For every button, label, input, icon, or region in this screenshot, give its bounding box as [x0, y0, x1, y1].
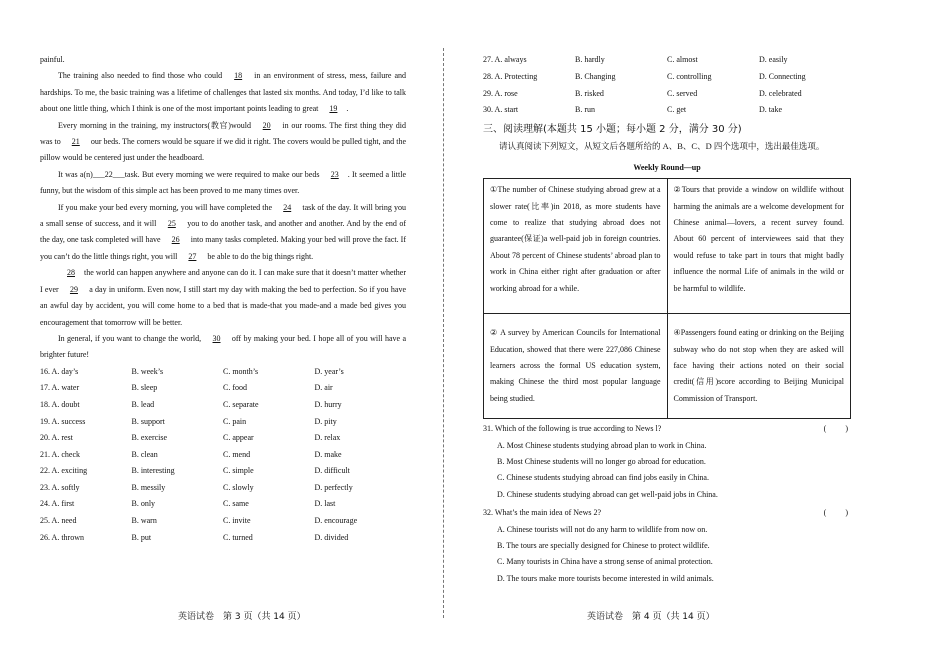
- left-page: [40, 52, 406, 546]
- option-choice: 17. A. water: [40, 383, 80, 393]
- option-choice: B. clean: [131, 449, 158, 459]
- news-cell-4: [667, 314, 851, 419]
- news-1-text: ①The number of Chinese studying abroad grew at a slower rate(比率)in 2018, as more students have come to realize that studying abroad does not guarantee(保证)a well-paid job in foreign countries. About 78 percent of Chinese students’ abroad plan to work in China either right after graduation or after working abroad for a while.: [490, 185, 661, 293]
- option-choice: D. celebrated: [759, 88, 802, 98]
- answer-option: D. Chinese students studying abroad can get well-paid jobs in China.: [497, 489, 718, 499]
- option-choice: C. separate: [223, 399, 259, 409]
- passage-paragraph: [40, 68, 406, 117]
- option-choice: B. exercise: [131, 433, 168, 443]
- passage-paragraph: [40, 52, 406, 68]
- option-choice: 28. A. Protecting: [483, 71, 538, 81]
- cloze-options: [40, 364, 406, 547]
- option-choice: 20. A. rest: [40, 433, 73, 443]
- option-row: [483, 69, 851, 86]
- passage-text: in an environment of stress, mess, failure and hardships. To me, the basic training was a lifetime of challenges that lasted six months. And today, I’d like to talk about one little thing, which I think is one of the most important points leading to great: [40, 71, 407, 114]
- option-choice: B. sleep: [131, 383, 158, 393]
- passage-text: In general, if you want to change the world,: [58, 333, 204, 343]
- option-choice: 27. A. always: [483, 55, 527, 64]
- option-row: [483, 52, 851, 69]
- option-choice: C. served: [667, 88, 698, 98]
- passage-text: the world can happen anywhere and anyone can do it. I can make sure that it doesn’t matter whether I ever: [40, 268, 406, 294]
- passage-text: Every morning in the training, my instructors(教官)would: [58, 120, 254, 130]
- option-choice: B. week’s: [131, 366, 164, 376]
- news-2-text: ②Tours that provide a window on wildlife without harming the animals are a welcome development for Chinese animal—lovers, a recent survey found. About 60 percent of interviewees said that they would refuse to take part in tours that might badly influence the normal Life of animals in the wild or be harmful to wildlife.: [673, 185, 844, 293]
- option-choice: B. hardly: [575, 55, 605, 64]
- option-choice: B. support: [131, 416, 165, 426]
- news-cell-2: [667, 179, 851, 314]
- blank-23: 23: [330, 169, 339, 179]
- option-choice: C. almost: [667, 55, 698, 64]
- option-choice: C. controlling: [667, 71, 712, 81]
- right-page: [483, 52, 851, 587]
- questions: [483, 421, 851, 587]
- option-choice: 24. A. first: [40, 499, 75, 509]
- option-row: [40, 430, 406, 447]
- passage-text: If you make your bed every morning, you will have completed the: [58, 202, 275, 212]
- passage-paragraph: [40, 118, 406, 167]
- passage-text: a day in uniform. Even now, I still start my day with making the bed to perfection. So if you have an awful day by accident, you will come home to a bed that is made-that you made-and a made bed gives you encouragement that tomorrow will be better.: [40, 284, 406, 327]
- option-choice: D. make: [314, 449, 342, 459]
- news-title: Weekly Round—up: [633, 163, 701, 173]
- blank-19: 19: [329, 104, 338, 114]
- blank-26: 26: [171, 235, 180, 245]
- passage-paragraph: [40, 200, 406, 266]
- question-text: 31. Which of the following is true according to News l?: [483, 424, 662, 434]
- option-choice: C. month’s: [223, 366, 259, 376]
- option-row: [40, 463, 406, 480]
- question-stem: [483, 421, 851, 437]
- option-choice: D. take: [759, 105, 783, 115]
- news-cell-1: [484, 179, 668, 314]
- option-choice: C. simple: [223, 466, 254, 476]
- option-choice: B. lead: [131, 399, 155, 409]
- option-choice: D. year’s: [314, 366, 344, 376]
- option-row: [40, 414, 406, 431]
- blank-20: 20: [262, 120, 271, 130]
- option-choice: B. run: [575, 105, 595, 115]
- blank-24: 24: [283, 202, 292, 212]
- blank-18: 18: [234, 71, 243, 81]
- blank-28: 28: [67, 268, 75, 278]
- option-row: [483, 102, 851, 119]
- option-choice: D. air: [314, 383, 333, 393]
- option-choice: C. mend: [223, 449, 251, 459]
- option-choice: C. food: [223, 383, 247, 393]
- passage-text: The training also needed to find those who could: [58, 71, 226, 81]
- option-choice: 22. A. exciting: [40, 466, 88, 476]
- blank-29: 29: [69, 284, 78, 294]
- option-choice: B. risked: [575, 88, 604, 98]
- news-3-text: ② A survey by American Councils for International Education, showed that there were 227,086 Chinese learners across the formal US education system, making Chinese the third most popular language being studied.: [490, 328, 661, 403]
- passage-text: you to do another task, and another and another. And by the end of the day, one task completed will have: [40, 219, 406, 245]
- answer-option: C. Many tourists in China have a strong sense of animal protection.: [497, 557, 713, 567]
- passage-paragraph: [40, 265, 406, 331]
- option-choice: D. relax: [314, 433, 341, 443]
- option-choice: B. put: [131, 532, 152, 542]
- page-divider: [443, 48, 444, 618]
- answer-option: C. Chinese students studying abroad can find jobs easily in China.: [497, 473, 709, 483]
- blank-30: 30: [212, 333, 221, 343]
- passage-text: painful.: [40, 55, 65, 64]
- option-choice: B. interesting: [131, 466, 175, 476]
- option-row: [483, 86, 851, 103]
- passage-text: It was a(n)___22___task. But every morning we were required to make our beds: [58, 169, 322, 179]
- passage-text: .: [346, 104, 349, 114]
- option-row: [40, 397, 406, 414]
- blank-27: 27: [188, 251, 197, 261]
- page-footer-left: 英语试卷 第 3 页（共 14 页）: [178, 612, 306, 622]
- answer-option: A. Chinese tourists will not do any harm to wildlife from now on.: [497, 524, 708, 534]
- blank-21: 21: [71, 137, 80, 147]
- option-choice: C. get: [667, 105, 687, 115]
- option-choice: 29. A. rose: [483, 88, 518, 98]
- option-row: [40, 364, 406, 381]
- option-choice: C. slowly: [223, 482, 254, 492]
- option-choice: D. easily: [759, 55, 788, 64]
- option-choice: D. hurry: [314, 399, 342, 409]
- passage-text: our beds. The corners would be square if we did it right. The covers would be pulled tight, and the pillow would be centered just under the headboard.: [40, 137, 406, 163]
- option-choice: 16. A. day’s: [40, 366, 79, 376]
- option-choice: B. Changing: [575, 71, 616, 81]
- news-4-text: ④Passengers found eating or drinking on the Beijing subway who do not stop when they are asked will face having their actions noted on their social credit(信用)score according to Beijing Municipal Commission of Transport.: [673, 328, 844, 403]
- option-choice: C. same: [223, 499, 249, 509]
- section-instruction: 请认真阅读下列短文，从短文后各题所给的 A、B、C、D 四个选项中，选出最佳选项。: [499, 141, 825, 152]
- option-row: [40, 380, 406, 397]
- option-row: [40, 496, 406, 513]
- option-choice: C. pain: [223, 416, 247, 426]
- option-choice: D. difficult: [314, 466, 350, 476]
- option-choice: B. warn: [131, 516, 157, 526]
- option-choice: C. appear: [223, 433, 254, 443]
- option-choice: B. messily: [131, 482, 166, 492]
- option-choice: C. turned: [223, 532, 253, 542]
- option-choice: D. encourage: [314, 516, 358, 526]
- section-title: 三、阅读理解(本题共 15 小题；每小题 2 分，满分 30 分): [483, 124, 742, 136]
- option-row: [40, 447, 406, 464]
- blank-25: 25: [167, 219, 176, 229]
- option-choice: 19. A. success: [40, 416, 86, 426]
- option-choice: D. pity: [314, 416, 337, 426]
- passage-text: . It seemed a little funny, but the wisdom of this simple act has been proved to me many times over.: [40, 169, 406, 196]
- cloze-options-continued: [483, 52, 851, 119]
- passage-text: task of the day. It will bring you a small sense of success, and it will: [40, 202, 406, 229]
- option-choice: 18. A. doubt: [40, 399, 80, 409]
- question-text: 32. What’s the main idea of News 2?: [483, 508, 602, 518]
- question-stem: [483, 505, 851, 521]
- passage-text: off by making your bed. I hope all of you will have a brighter future!: [40, 333, 407, 360]
- answer-paren: ( ): [823, 424, 849, 434]
- option-choice: C. invite: [223, 516, 251, 526]
- answer-option: D. The tours make more tourists become interested in wild animals.: [497, 573, 714, 583]
- option-choice: D. divided: [314, 532, 349, 542]
- option-choice: D. last: [314, 499, 336, 509]
- option-row: [40, 513, 406, 530]
- answer-paren: ( ): [823, 508, 849, 518]
- passage-text: into many tasks completed. Making your bed will prove the fact. If you can’t do the little things right, you will: [40, 235, 407, 261]
- option-choice: 23. A. softly: [40, 482, 80, 492]
- option-choice: 26. A. thrown: [40, 532, 84, 542]
- option-choice: D. Connecting: [759, 71, 806, 81]
- passage-text: be able to do the big things right.: [205, 251, 314, 261]
- option-choice: 30. A. start: [483, 105, 519, 115]
- answer-option: A. Most Chinese students studying abroad plan to work in China.: [497, 440, 707, 450]
- passage-paragraph: [40, 331, 406, 364]
- option-choice: D. perfectly: [314, 482, 353, 492]
- answer-option: B. Most Chinese students will no longer go abroad for education.: [497, 457, 706, 466]
- cloze-passage: [40, 52, 406, 364]
- option-row: [40, 480, 406, 497]
- news-cell-3: [484, 314, 668, 419]
- answer-option: B. The tours are specially designed for Chinese to protect wildlife.: [497, 541, 710, 551]
- option-choice: B. only: [131, 499, 156, 509]
- option-choice: 25. A. need: [40, 516, 77, 526]
- option-row: [40, 530, 406, 547]
- passage-text: in our rooms. The first thing they did was to: [40, 120, 406, 147]
- page-footer-right: 英语试卷 第 4 页（共 14 页）: [587, 612, 715, 622]
- passage-paragraph: [40, 167, 406, 200]
- news-table: [483, 178, 851, 419]
- option-choice: 21. A. check: [40, 449, 80, 459]
